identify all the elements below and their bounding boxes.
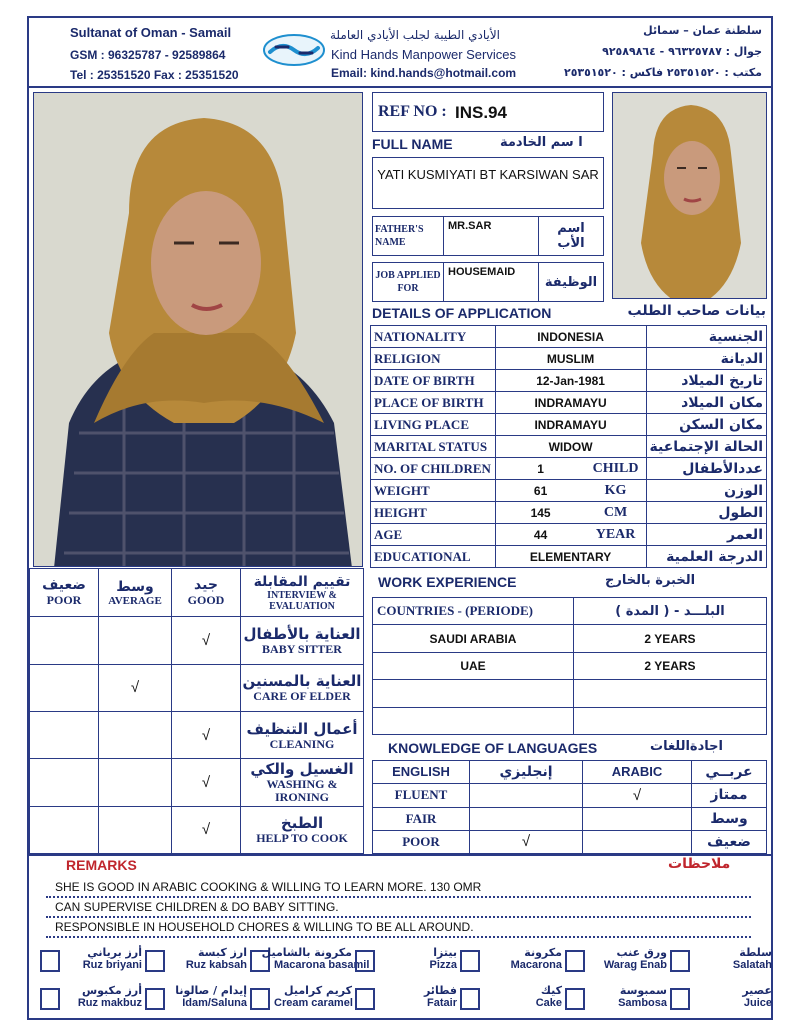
detail-value: 61 — [533, 483, 548, 498]
detail-label-ar: تاريخ الميلاد — [681, 372, 763, 389]
food-option[interactable] — [460, 944, 562, 978]
food-label-ar: مكرونة بالشاميل — [261, 946, 352, 959]
lang-title: KNOWLEDGE OF LANGUAGES — [388, 740, 598, 756]
food-checkbox[interactable] — [565, 950, 585, 972]
thumbnail-photo — [612, 92, 767, 299]
eval-skill-ar: الغسيل والكي — [250, 760, 354, 779]
ref-label: REF NO : — [378, 103, 447, 120]
food-option[interactable] — [250, 944, 370, 978]
detail-label: EDUCATIONAL — [374, 548, 471, 564]
job-label-ar: الوظيفة — [544, 274, 598, 290]
header-location: Sultanat of Oman - Samail — [70, 25, 232, 40]
detail-value: MUSLIM — [546, 351, 595, 366]
food-option[interactable] — [460, 982, 562, 1016]
eval-head-title-ar: تقييم المقابلة — [253, 573, 351, 590]
father-label: FATHER'S NAME — [375, 224, 424, 248]
remarks-title: REMARKS — [66, 857, 137, 873]
detail-unit: KG — [604, 482, 627, 498]
detail-label: LIVING PLACE — [374, 416, 469, 432]
remark-line-3 — [46, 918, 751, 938]
food-label: Cream caramel — [274, 997, 353, 1009]
detail-label: NATIONALITY — [374, 328, 467, 344]
food-label: Macarona — [510, 959, 562, 971]
lang-english: ENGLISH — [392, 764, 450, 780]
header-location-ar: سلطنة عمان – سمائل — [643, 24, 762, 37]
detail-row — [371, 414, 767, 436]
food-option[interactable] — [145, 982, 247, 1016]
food-label-ar: ورق عنب — [616, 946, 667, 959]
work-country: SAUDI ARABIA — [429, 631, 517, 646]
check-mark-icon: √ — [201, 773, 211, 791]
food-checkbox[interactable] — [460, 950, 480, 972]
food-checkbox[interactable] — [355, 950, 375, 972]
job-box — [372, 262, 604, 302]
lang-row — [373, 807, 767, 830]
detail-label: PLACE OF BIRTH — [374, 394, 484, 410]
language-table — [372, 760, 767, 854]
food-label-ar: ارز كبسة — [197, 946, 247, 959]
header-email[interactable]: Email: kind.hands@hotmail.com — [331, 66, 517, 80]
work-row — [373, 652, 767, 679]
food-option[interactable] — [565, 982, 667, 1016]
remarks-title-ar: ملاحظات — [668, 856, 731, 872]
remarks-top-rule — [29, 854, 771, 856]
eval-skill: HELP TO COOK — [256, 831, 348, 846]
lang-arabic-ar: عربــي — [705, 764, 753, 781]
food-label-ar: بيتزا — [433, 946, 457, 959]
food-option[interactable] — [40, 944, 142, 978]
detail-label-ar: الجنسية — [708, 328, 763, 345]
detail-label-ar: الطول — [718, 504, 763, 521]
full-name-box — [372, 157, 604, 209]
eval-skill: WASHING & IRONING — [266, 777, 338, 805]
father-value: MR.SAR — [448, 220, 492, 232]
detail-label-ar: مكان السكن — [679, 416, 763, 433]
ref-value: INS.94 — [455, 103, 507, 122]
handshake-logo-icon — [262, 33, 326, 67]
food-label-ar: سلطة — [739, 946, 772, 959]
food-checkbox[interactable] — [145, 950, 165, 972]
detail-label-ar: مكان الميلاد — [681, 394, 763, 411]
detail-value: WIDOW — [548, 439, 593, 454]
evaluation-table — [29, 568, 364, 854]
details-title: DETAILS OF APPLICATION — [372, 305, 552, 321]
food-label: Sambosa — [618, 997, 667, 1009]
work-row — [373, 625, 767, 652]
food-label-ar: أرز برياني — [87, 946, 142, 959]
eval-skill-ar: أعمال التنظيف — [246, 719, 358, 738]
header-office-ar: مكتب : ٢٥٣٥١٥٢٠ فاكس : ٢٥٣٥١٥٢٠ — [563, 66, 762, 79]
detail-label-ar: الدرجة العلمية — [666, 548, 763, 565]
food-label: Idam/Saluna — [182, 997, 247, 1009]
detail-label: MARITAL STATUS — [374, 438, 488, 454]
detail-row — [371, 480, 767, 502]
eval-row — [30, 617, 364, 664]
eval-skill-ar: العناية بالأطفال — [243, 624, 361, 643]
food-option[interactable] — [355, 944, 457, 978]
detail-label-ar: الوزن — [724, 482, 763, 499]
lang-level-ar: ممتاز — [710, 787, 748, 804]
details-title-ar: بيانات صاحب الطلب — [627, 303, 766, 319]
work-col-countries: COUNTRIES - (PERIODE) — [377, 603, 534, 619]
detail-value: 1 — [537, 461, 544, 476]
food-checkbox[interactable] — [40, 950, 60, 972]
check-mark-icon: √ — [201, 726, 211, 744]
detail-value: 145 — [530, 505, 551, 520]
header-mobile-ar: جوال : ٩٦٣٢٥٧٨٧ - ٩٢٥٨٩٨٦٤ — [602, 45, 762, 58]
food-label-ar: إيدام / صالونا — [175, 984, 247, 997]
detail-row — [371, 348, 767, 370]
detail-row — [371, 502, 767, 524]
eval-row — [30, 664, 364, 711]
lang-english-check: √ — [521, 833, 531, 851]
detail-value: INDRAMAYU — [534, 395, 607, 410]
eval-head-avg: AVERAGE — [108, 594, 162, 607]
food-option[interactable] — [565, 944, 667, 978]
food-option[interactable] — [40, 982, 142, 1016]
food-grid — [40, 944, 772, 1018]
work-row — [373, 707, 767, 734]
lang-level-ar: ضعيف — [707, 833, 751, 850]
detail-label: DATE OF BIRTH — [374, 372, 475, 388]
detail-label-ar: العمر — [726, 526, 763, 543]
eval-head-good: GOOD — [187, 593, 225, 608]
food-label-ar: سمبوسة — [619, 984, 667, 997]
remark-text-3: RESPONSIBLE IN HOUSEHOLD CHORES & WILLING TO BE ALL AROUND. — [55, 920, 474, 934]
check-mark-icon: √ — [130, 679, 140, 697]
remark-line-1 — [46, 878, 751, 898]
eval-row — [30, 711, 364, 758]
detail-value: 44 — [533, 527, 548, 542]
food-label-ar: أرز مكبوس — [81, 984, 142, 997]
lang-level-ar: وسط — [710, 810, 748, 827]
lang-english-ar: إنجليزي — [499, 764, 553, 781]
eval-head-poor-ar: ضعيف — [42, 577, 86, 594]
detail-value: 12-Jan-1981 — [536, 373, 605, 388]
detail-label: HEIGHT — [374, 504, 427, 520]
header-gsm: GSM : 96325787 - 92589864 — [70, 48, 226, 62]
lang-arabic-check: √ — [632, 786, 642, 804]
header-tel: Tel : 25351520 Fax : 25351520 — [70, 68, 239, 82]
work-table — [372, 597, 767, 735]
detail-row — [371, 458, 767, 480]
eval-row — [30, 806, 364, 853]
food-label-ar: فطائر — [423, 984, 457, 997]
remark-line-2 — [46, 898, 751, 918]
company-name-ar: الأيادي الطيبة لجلب الأيادي العاملة — [330, 28, 501, 42]
lang-title-ar: اجادةاللغات — [650, 739, 723, 754]
food-label: Salatah — [732, 959, 772, 971]
detail-label: NO. OF CHILDREN — [374, 460, 491, 476]
eval-skill: BABY SITTER — [262, 641, 342, 656]
food-label-ar: مكرونة — [524, 946, 562, 959]
detail-row — [371, 524, 767, 546]
job-label: JOB APPLIED FOR — [375, 270, 441, 294]
detail-unit: CM — [603, 504, 628, 520]
check-mark-icon: √ — [201, 631, 211, 649]
food-label-ar: عصير — [742, 984, 772, 997]
father-label-ar: اسم الأب — [557, 221, 585, 251]
detail-label: RELIGION — [374, 350, 441, 366]
ref-box — [372, 92, 604, 132]
detail-label: WEIGHT — [374, 482, 430, 498]
eval-head-poor: POOR — [46, 593, 82, 608]
food-option[interactable] — [670, 944, 772, 978]
work-title-ar: الخبرة بالخارج — [605, 573, 696, 588]
food-label: Warag Enab — [603, 959, 667, 971]
work-title: WORK EXPERIENCE — [378, 574, 517, 590]
main-photo — [33, 92, 363, 567]
food-label: Macarona basamil — [274, 959, 370, 971]
food-option[interactable] — [145, 944, 247, 978]
father-box — [372, 216, 604, 256]
detail-label-ar: عددالأطفال — [682, 460, 763, 477]
full-name-value: YATI KUSMIYATI BT KARSIWAN SAR — [377, 167, 599, 182]
food-checkbox[interactable] — [355, 988, 375, 1010]
food-checkbox[interactable] — [460, 988, 480, 1010]
food-label: Ruz makbuz — [77, 997, 142, 1009]
lang-level: FLUENT — [394, 787, 448, 803]
detail-unit: CHILD — [592, 460, 639, 476]
work-period: 2 YEARS — [644, 658, 696, 673]
detail-label-ar: الحالة الإجتماعية — [649, 438, 763, 455]
eval-skill-ar: العناية بالمسنين — [242, 672, 362, 691]
detail-label: AGE — [374, 526, 403, 542]
detail-row — [371, 546, 767, 568]
food-label: Fatair — [427, 997, 457, 1009]
lang-row — [373, 830, 767, 853]
detail-row — [371, 326, 767, 348]
food-option[interactable] — [670, 982, 772, 1016]
details-table — [370, 325, 767, 568]
food-label-ar: كيك — [540, 984, 562, 997]
eval-skill-ar: الطبخ — [280, 814, 324, 833]
food-label: Ruz briyani — [82, 959, 142, 971]
food-checkbox[interactable] — [145, 988, 165, 1010]
detail-label-ar: الديانة — [720, 350, 763, 367]
detail-value: ELEMENTARY — [529, 549, 612, 564]
full-name-label: FULL NAME — [372, 136, 453, 152]
detail-row — [371, 436, 767, 458]
food-checkbox[interactable] — [40, 988, 60, 1010]
work-period: 2 YEARS — [644, 631, 696, 646]
work-country: UAE — [460, 658, 486, 673]
detail-row — [371, 370, 767, 392]
food-option[interactable] — [355, 982, 457, 1016]
person-thumbnail-icon — [613, 93, 767, 299]
person-portrait-icon — [34, 93, 363, 567]
food-label: Ruz kabsah — [185, 959, 247, 971]
job-value: HOUSEMAID — [448, 266, 516, 278]
check-mark-icon: √ — [201, 821, 211, 839]
food-option[interactable] — [250, 982, 352, 1016]
full-name-label-ar: ا سم الخادمة — [500, 135, 583, 150]
detail-value: INDRAMAYU — [534, 417, 607, 432]
food-label-ar: كريم كراميل — [284, 984, 352, 997]
food-label: Cake — [535, 997, 562, 1009]
remark-text-1: SHE IS GOOD IN ARABIC COOKING & WILLING TO LEARN MORE. 130 OMR — [55, 880, 482, 894]
company-name-en: Kind Hands Manpower Services — [331, 47, 516, 62]
eval-skill: CLEANING — [269, 736, 335, 751]
eval-skill: CARE OF ELDER — [253, 689, 351, 704]
eval-head-avg-ar: وسط — [116, 578, 154, 595]
detail-row — [371, 392, 767, 414]
food-label: Pizza — [429, 959, 457, 971]
food-checkbox[interactable] — [565, 988, 585, 1010]
work-col-period-ar: البلـــد - ( المدة ) — [615, 603, 725, 619]
detail-value: INDONESIA — [537, 329, 604, 344]
food-checkbox[interactable] — [670, 950, 690, 972]
eval-head-title: INTERVIEW & EVALUATION — [267, 589, 337, 612]
lang-level: POOR — [402, 833, 440, 849]
eval-row — [30, 759, 364, 806]
remark-text-2: CAN SUPERVISE CHILDREN & DO BABY SITTING. — [55, 900, 339, 914]
lang-level: FAIR — [405, 810, 437, 826]
food-label: Juice — [743, 997, 772, 1009]
food-checkbox[interactable] — [250, 988, 270, 1010]
eval-head-good-ar: جيد — [194, 577, 218, 594]
work-row — [373, 680, 767, 707]
lang-arabic: ARABIC — [611, 764, 663, 780]
food-checkbox[interactable] — [670, 988, 690, 1010]
detail-unit: YEAR — [595, 526, 636, 542]
lang-row — [373, 784, 767, 807]
